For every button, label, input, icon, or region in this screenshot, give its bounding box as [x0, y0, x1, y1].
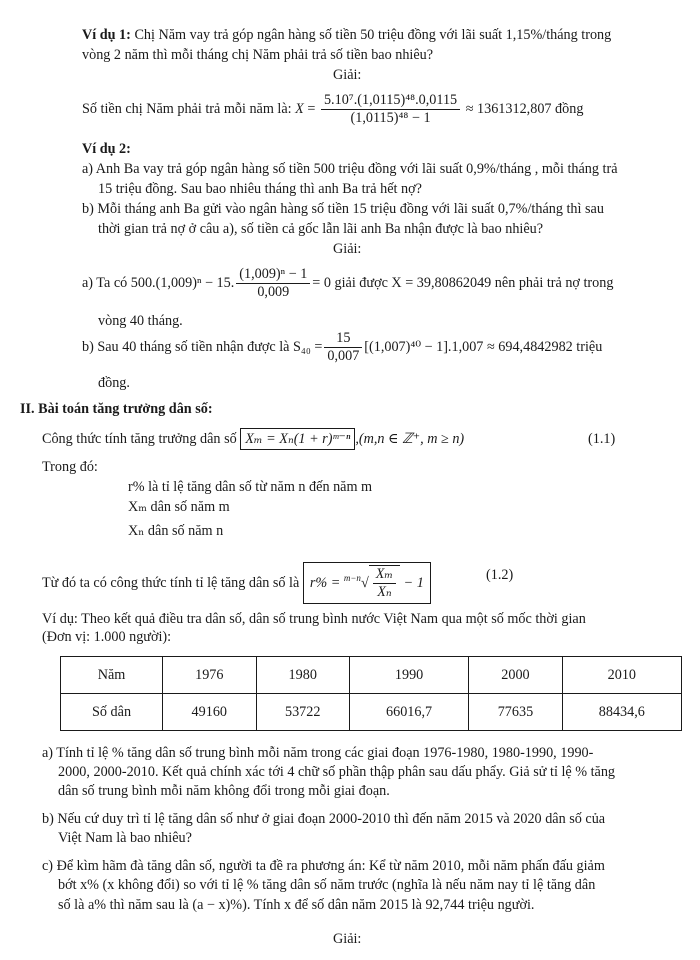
- table-cell: 88434,6: [562, 694, 681, 731]
- ex2-b-line-2: thời gian trả nợ ở câu a), số tiền cả gốc lẫn lãi anh Ba nhận được là bao nhiêu?: [98, 221, 544, 237]
- ex2-sol-b-fraction: $\frac{15}{0,007}$: [324, 330, 362, 365]
- table-cell: 2010: [562, 657, 681, 694]
- ex2-sol-a-line-2: vòng 40 tháng.: [98, 313, 183, 329]
- table-cell: 1990: [349, 657, 468, 694]
- ex1-heading: Ví dụ 1:: [82, 27, 131, 43]
- ex1-giai: Giải:: [333, 67, 362, 83]
- rate-formula-box: r% = $^{m-n}$√ $\frac{\text{Xₘ}}{\text{Xₙ}}$ − 1: [303, 562, 431, 604]
- ex2-heading: Ví dụ 2:: [82, 141, 131, 157]
- ex1-line-2: vòng 2 năm thì mỗi tháng chị Năm phải trả số tiền bao nhiêu?: [82, 47, 434, 63]
- table-header-cell: Số dân: [61, 694, 163, 731]
- ex1-line-1: Ví dụ 1: Chị Năm vay trả góp ngân hàng số tiền 50 triệu đồng với lãi suất 1,15%/tháng trong: [82, 27, 612, 43]
- ex2-sol-b: b) Sau 40 tháng số tiền nhận được là S₄₀ = $\frac{15}{0,007}$ [(1,007)⁴⁰ − 1].1,007 ≈ 694,4842982 triệu: [82, 330, 603, 364]
- ex2-sol-a-fraction: $\frac{\text{(1,009)ⁿ − 1}}{0,009}$: [236, 266, 310, 301]
- growth-formula: Công thức tính tăng trưởng dân số Xₘ = Xₙ(1 + r)ᵐ⁻ⁿ ,(m,n ∈ ℤ⁺, m ≥ n): [42, 428, 464, 450]
- table-cell: 77635: [469, 694, 562, 731]
- table-cell: 53722: [256, 694, 349, 731]
- population-table: [60, 656, 682, 731]
- question-c-line-3: số là a% thì năm sau là (a − x)%). Tính x để số dân năm 2015 là 92,744 triệu người.: [58, 897, 535, 913]
- ex2-b-line-1: b) Mỗi tháng anh Ba gửi vào ngân hàng số tiền 15 triệu đồng với lãi suất 0,7%/tháng thì sau: [82, 201, 604, 217]
- question-a-line-3: dân số trung bình mỗi năm không đổi trong mỗi giai đoạn.: [58, 783, 390, 799]
- definition-xn: Xₙ dân số năm n: [128, 523, 224, 539]
- table-cell: 1976: [163, 657, 256, 694]
- table-header-cell: Năm: [61, 657, 163, 694]
- ex1-solution: Số tiền chị Năm phải trả mỗi năm là: X = $\frac{\text{5.10⁷.(1,0115)⁴⁸.0,0115}}{\text{(1,0115)⁴⁸ − 1}}$ ≈ 1361312,807 đồng: [82, 92, 584, 126]
- trong-do: Trong đó:: [42, 459, 98, 475]
- question-a-line-2: 2000, 2000-2010. Kết quả chính xác tới 4 chữ số phần thập phân sau dấu phẩy. Giả sử tỉ lệ % tăng: [58, 764, 616, 780]
- ex2-a-line-1: a) Anh Ba vay trả góp ngân hàng số tiền 500 triệu đồng với lãi suất 0,9%/tháng , mỗi tháng trả: [82, 161, 618, 177]
- table-cell: 1980: [256, 657, 349, 694]
- ex2-sol-b-line-2: đồng.: [98, 375, 130, 391]
- example-line-2: (Đơn vị: 1.000 người):: [42, 629, 172, 645]
- rate-fraction: $\frac{\text{Xₘ}}{\text{Xₙ}}$: [373, 566, 396, 601]
- question-c-line-2: bớt x% (x không đổi) so với tỉ lệ % tăng dân số năm trước (nghĩa là nếu năm nay tỉ lệ tăng dân: [58, 877, 596, 893]
- question-b-line-1: b) Nếu cứ duy trì tỉ lệ tăng dân số như ở giai đoạn 2000-2010 thì đến năm 2015 và 2020 dân số của: [42, 811, 606, 827]
- table-row: [61, 657, 682, 694]
- formula-number-1: (1.1): [588, 431, 616, 447]
- question-a-line-1: a) Tính tỉ lệ % tăng dân số trung bình mỗi năm trong các giai đoạn 1976-1980, 1980-1990, 1990-: [42, 745, 594, 761]
- ex2-a-line-2: 15 triệu đồng. Sau bao nhiêu tháng thì anh Ba trả hết nợ?: [98, 181, 422, 197]
- growth-formula-box: Xₘ = Xₙ(1 + r)ᵐ⁻ⁿ: [240, 428, 355, 450]
- table-cell: 2000: [469, 657, 562, 694]
- ex2-giai: Giải:: [333, 241, 362, 257]
- table-cell: 66016,7: [349, 694, 468, 731]
- example-giai: Giải:: [333, 931, 362, 947]
- formula-number-2: (1.2): [486, 567, 514, 583]
- definition-xm: Xₘ dân số năm m: [128, 499, 230, 515]
- section-2-heading: II. Bài toán tăng trưởng dân số:: [20, 401, 213, 417]
- table-cell: 49160: [163, 694, 256, 731]
- rate-formula: Từ đó ta có công thức tính tỉ lệ tăng dân số là r% = $^{m-n}$√ $\frac{\text{Xₘ}}{\text{Xₙ}}$ − 1: [42, 562, 431, 604]
- ex1-fraction: $\frac{\text{5.10⁷.(1,0115)⁴⁸.0,0115}}{\text{(1,0115)⁴⁸ − 1}}$: [321, 92, 460, 127]
- ex2-sol-a: a) Ta có 500.(1,009)ⁿ − 15. $\frac{\text{(1,009)ⁿ − 1}}{0,009}$ = 0 giải được X = 39,80862049 nên phải trả nợ trong: [82, 266, 614, 300]
- question-c-line-1: c) Để kìm hãm đà tăng dân số, người ta đề ra phương án: Kể từ năm 2010, mỗi năm phấn đấu giảm: [42, 858, 605, 874]
- example-line-1: Ví dụ: Theo kết quả điều tra dân số, dân số trung bình nước Việt Nam qua một số mốc thời gian: [42, 611, 586, 627]
- definition-r: r% là tỉ lệ tăng dân số từ năm n đến năm m: [128, 479, 373, 495]
- table-row: [61, 694, 682, 731]
- question-b-line-2: Việt Nam là bao nhiêu?: [58, 830, 192, 846]
